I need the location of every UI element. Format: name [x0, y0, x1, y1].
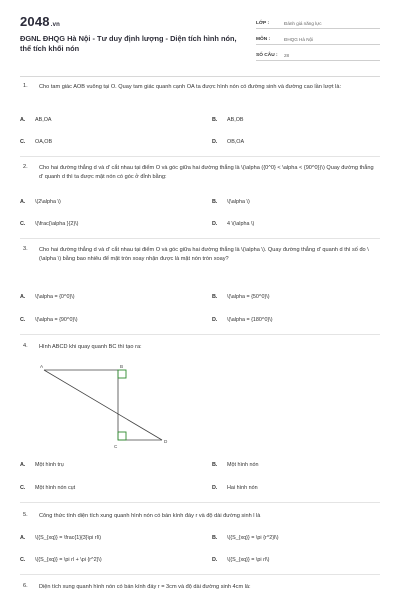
option-c[interactable]	[20, 557, 102, 563]
question-divider	[20, 334, 380, 335]
vertex-label-a: A	[40, 364, 44, 369]
option-text: \(\alpha = {90^0}\)	[35, 317, 78, 323]
option-text: OB,OA	[227, 139, 245, 145]
option-c[interactable]	[20, 139, 52, 145]
option-a[interactable]	[20, 294, 75, 300]
question-text: Hình ABCD khi quay quanh BC thì tạo ra:	[39, 344, 142, 350]
question-number: 6.	[23, 583, 28, 589]
question-number: 2.	[23, 164, 28, 170]
meta-row-subject	[256, 31, 380, 45]
option-letter: A.	[20, 535, 26, 541]
option-a[interactable]	[20, 199, 61, 205]
option-letter: B.	[212, 294, 218, 300]
question-number: 3.	[23, 246, 28, 252]
option-letter: B.	[212, 535, 218, 541]
option-text: \({S_{xq}} = \pi rl\)	[227, 557, 270, 563]
option-d[interactable]	[212, 221, 254, 227]
option-text: Hai hình nón	[227, 485, 258, 491]
right-angle-marker-c	[118, 432, 126, 440]
option-text: \({S_{xq}} = \frac{1}{3}\pi rl\)	[35, 535, 102, 541]
option-letter: C.	[20, 139, 26, 145]
question-divider	[20, 502, 380, 503]
option-letter: D.	[212, 485, 218, 491]
option-d[interactable]	[212, 139, 244, 145]
question-text: Công thức tính diện tích xung quanh hình nón có bán kính đáy r và độ dài đường sinh l là	[39, 513, 261, 519]
question-text: Cho hai đường thẳng d và d' cắt nhau tại điểm O và góc giữa hai đường thẳng là \(\alpha ({0^0} < \alpha < {90^0})\) Quay đường thẳng d' quanh d thì ta được mặt nón có góc ở đỉnh bằng:	[39, 165, 374, 181]
question-divider	[20, 156, 380, 157]
option-letter: B.	[212, 462, 218, 468]
option-text: \({S_{xq}} = \pi {r^2}l\)	[227, 535, 279, 541]
option-text: \({S_{xq}} = \pi rl + \pi {r^2}\)	[35, 557, 102, 563]
option-letter: D.	[212, 139, 218, 145]
option-text: \(\alpha = {50^0}\)	[227, 294, 270, 300]
option-a[interactable]	[20, 462, 64, 468]
option-text: \(2\alpha \)	[35, 199, 61, 205]
question-text: Diện tích xung quanh hình nón có bán kính đáy r = 3cm và độ dài đường sinh 4cm là:	[39, 584, 251, 590]
option-text: 4 \(\alpha \)	[227, 221, 255, 227]
option-letter: B.	[212, 199, 218, 205]
option-text: Một hình nón	[227, 462, 259, 468]
option-letter: A.	[20, 199, 26, 205]
meta-value: ĐHQG Hà Nội	[284, 37, 314, 42]
option-text: \(\frac{\alpha }{2}\)	[35, 221, 79, 227]
option-letter: A.	[20, 117, 26, 123]
meta-value: Đánh giá năng lực	[284, 21, 322, 26]
meta-label: SỐ CÂU :	[256, 53, 278, 58]
option-letter: C.	[20, 485, 26, 491]
logo	[20, 14, 60, 29]
meta-label: LỚP :	[256, 21, 270, 26]
question-number: 1.	[23, 83, 28, 89]
option-b[interactable]	[212, 535, 279, 541]
meta-row-count	[256, 47, 380, 61]
question-number: 5.	[23, 512, 28, 518]
option-text: \(\alpha \)	[227, 199, 250, 205]
header-divider	[20, 76, 380, 77]
meta-label: MÔN :	[256, 37, 271, 42]
question-number: 4.	[23, 343, 28, 349]
option-b[interactable]	[212, 117, 243, 123]
option-b[interactable]	[212, 294, 270, 300]
option-text: \(\alpha = {0^0}\)	[35, 294, 75, 300]
segment-ad	[44, 370, 162, 440]
question-text: Cho tam giác AOB vuông tại O. Quay tam giác quanh cạnh OA ta được hình nón có đường sinh và đường cao lần lượt là:	[39, 84, 342, 90]
option-text: Một hình trụ	[35, 462, 64, 468]
option-c[interactable]	[20, 485, 75, 491]
logo-suffix: .vn	[50, 22, 61, 28]
option-d[interactable]	[212, 557, 269, 563]
right-angle-marker-b	[118, 370, 126, 378]
question-divider	[20, 574, 380, 575]
option-letter: A.	[20, 294, 26, 300]
option-letter: D.	[212, 557, 218, 563]
option-letter: C.	[20, 557, 26, 563]
vertex-label-c: C	[114, 444, 118, 449]
question-text: Cho hai đường thẳng d và d' cắt nhau tại điểm O và góc giữa hai đường thẳng là \(\alpha \). Quay đường thẳng d' quanh d thì số đo \(\alpha \) bằng bao nhiêu để mặt tròn xoay nhận được là mặt nón tròn xoay?	[39, 247, 369, 263]
option-letter: C.	[20, 221, 26, 227]
question-divider	[20, 238, 380, 239]
option-b[interactable]	[212, 199, 250, 205]
option-text: AB,OA	[35, 117, 52, 123]
logo-text: 2048	[20, 14, 50, 29]
option-c[interactable]	[20, 317, 78, 323]
meta-row-class	[256, 15, 380, 29]
exam-meta	[256, 15, 380, 63]
vertex-label-d: D	[164, 439, 168, 444]
option-text: \(\alpha = {180^0}\)	[227, 317, 273, 323]
option-text: Một hình nón cụt	[35, 485, 76, 491]
option-a[interactable]	[20, 535, 101, 541]
abcd-figure	[36, 362, 176, 454]
page-header	[20, 14, 380, 74]
option-letter: C.	[20, 317, 26, 323]
option-letter: B.	[212, 117, 218, 123]
option-b[interactable]	[212, 462, 258, 468]
option-letter: D.	[212, 221, 218, 227]
option-text: AB,OB	[227, 117, 244, 123]
option-c[interactable]	[20, 221, 78, 227]
option-letter: A.	[20, 462, 26, 468]
option-a[interactable]	[20, 117, 51, 123]
option-d[interactable]	[212, 485, 258, 491]
meta-value: 28	[284, 53, 290, 58]
option-text: OA,OB	[35, 139, 53, 145]
option-d[interactable]	[212, 317, 273, 323]
page-title: ĐGNL ĐHQG Hà Nội - Tư duy định lượng - Diện tích hình nón, thể tích khối nón	[20, 34, 237, 53]
option-letter: D.	[212, 317, 218, 323]
vertex-label-b: B	[120, 364, 124, 369]
